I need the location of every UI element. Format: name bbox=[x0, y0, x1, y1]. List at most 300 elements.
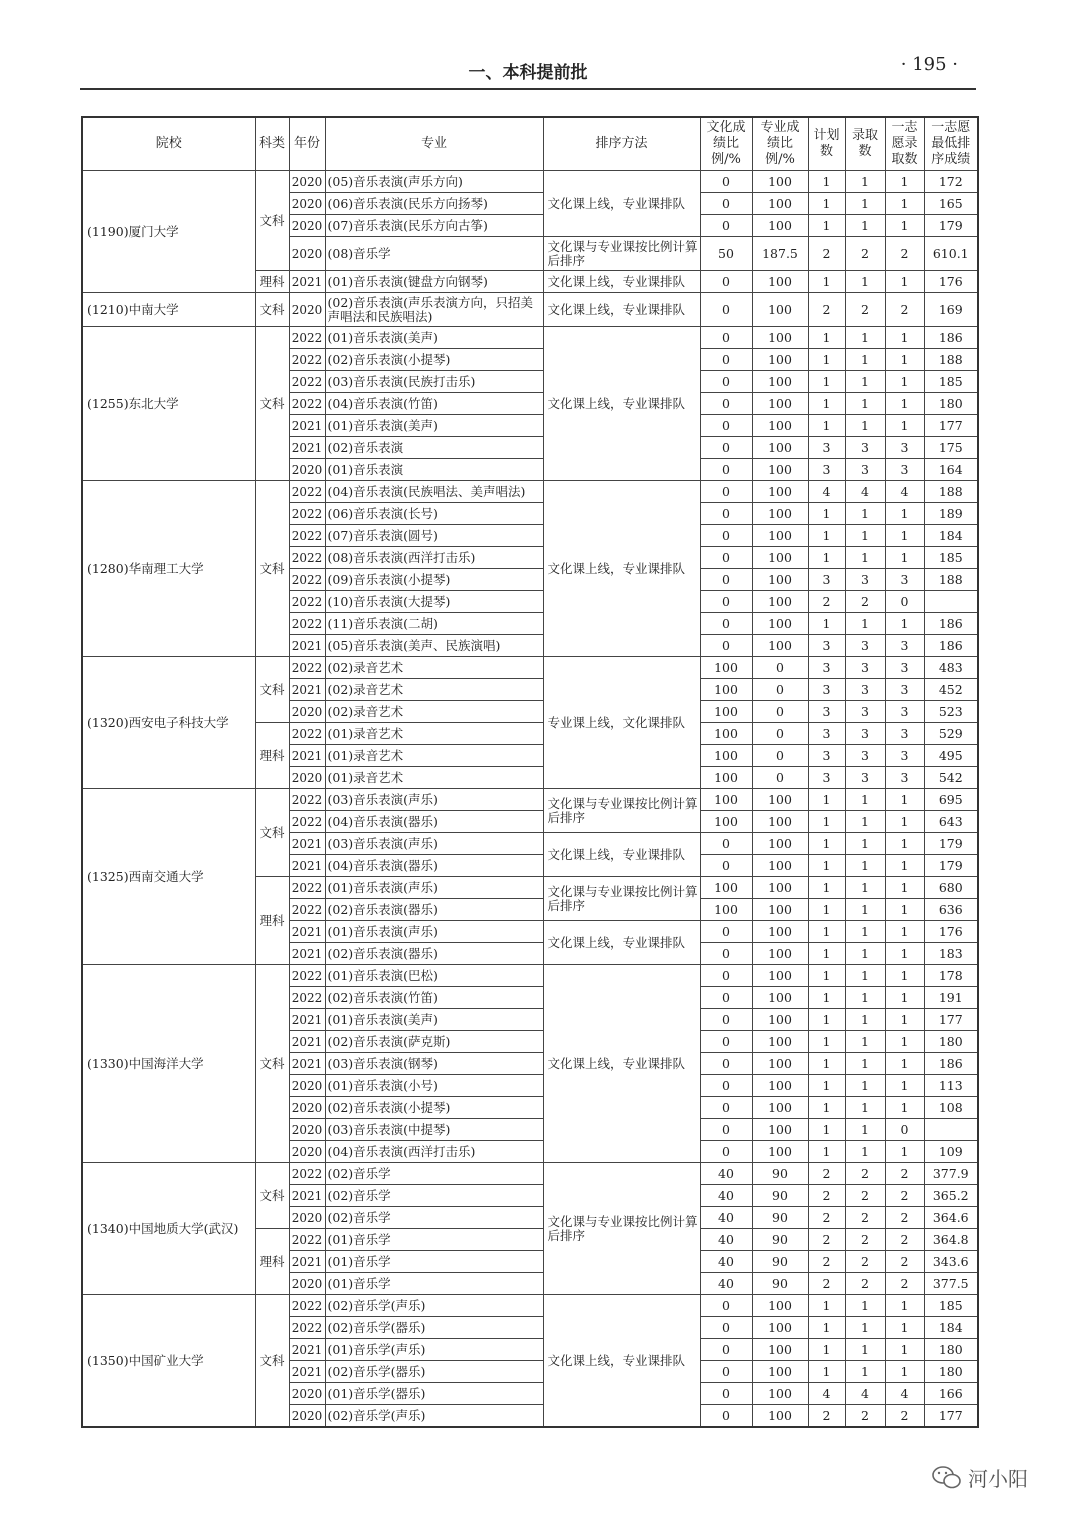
culture-ratio: 0 bbox=[700, 393, 752, 415]
culture-ratio: 0 bbox=[700, 613, 752, 635]
major: (02)音乐表演(器乐) bbox=[325, 899, 543, 921]
first-choice-min-score: 523 bbox=[924, 701, 978, 723]
year: 2021 bbox=[289, 855, 325, 877]
culture-ratio: 0 bbox=[700, 293, 752, 327]
year: 2022 bbox=[289, 591, 325, 613]
year: 2022 bbox=[289, 393, 325, 415]
major: (04)音乐表演(器乐) bbox=[325, 855, 543, 877]
major-ratio: 90 bbox=[752, 1163, 808, 1185]
major: (01)音乐学(声乐) bbox=[325, 1339, 543, 1361]
first-choice-min-score: 191 bbox=[924, 987, 978, 1009]
year: 2021 bbox=[289, 1185, 325, 1207]
plan-count: 2 bbox=[808, 591, 845, 613]
plan-count: 1 bbox=[808, 965, 845, 987]
major-ratio: 100 bbox=[752, 789, 808, 811]
major: (02)音乐表演 bbox=[325, 437, 543, 459]
first-choice-min-score: 172 bbox=[924, 171, 978, 193]
first-choice-count: 3 bbox=[885, 745, 924, 767]
major: (08)音乐表演(西洋打击乐) bbox=[325, 547, 543, 569]
major: (02)音乐学(器乐) bbox=[325, 1317, 543, 1339]
culture-ratio: 0 bbox=[700, 371, 752, 393]
first-choice-count: 3 bbox=[885, 701, 924, 723]
subject-category: 理科 bbox=[255, 877, 289, 965]
culture-ratio: 0 bbox=[700, 215, 752, 237]
year: 2021 bbox=[289, 437, 325, 459]
subject-category: 文科 bbox=[255, 965, 289, 1163]
plan-count: 1 bbox=[808, 899, 845, 921]
plan-count: 1 bbox=[808, 193, 845, 215]
table-row bbox=[82, 965, 978, 987]
major-ratio: 187.5 bbox=[752, 237, 808, 271]
major-ratio: 100 bbox=[752, 293, 808, 327]
admitted-count: 2 bbox=[845, 591, 885, 613]
admitted-count: 3 bbox=[845, 569, 885, 591]
first-choice-count: 4 bbox=[885, 481, 924, 503]
major-ratio: 100 bbox=[752, 481, 808, 503]
major: (08)音乐学 bbox=[325, 237, 543, 271]
year: 2020 bbox=[289, 1405, 325, 1428]
plan-count: 1 bbox=[808, 833, 845, 855]
first-choice-count: 2 bbox=[885, 1207, 924, 1229]
major: (03)音乐表演(中提琴) bbox=[325, 1119, 543, 1141]
major-ratio: 100 bbox=[752, 877, 808, 899]
first-choice-count: 2 bbox=[885, 1251, 924, 1273]
subject-category: 理科 bbox=[255, 1229, 289, 1295]
major: (02)音乐学(声乐) bbox=[325, 1405, 543, 1428]
major-ratio: 100 bbox=[752, 1141, 808, 1163]
admitted-count: 1 bbox=[845, 855, 885, 877]
first-choice-count: 1 bbox=[885, 393, 924, 415]
culture-ratio: 0 bbox=[700, 349, 752, 371]
school-name: (1330)中国海洋大学 bbox=[82, 965, 255, 1163]
admitted-count: 3 bbox=[845, 437, 885, 459]
column-header-culture-ratio: 文化成绩比例/% bbox=[700, 117, 752, 171]
culture-ratio: 100 bbox=[700, 657, 752, 679]
page-number: · 195 · bbox=[900, 54, 958, 75]
major-ratio: 100 bbox=[752, 393, 808, 415]
ranking-method: 专业课上线，文化课排队 bbox=[543, 657, 700, 789]
plan-count: 3 bbox=[808, 459, 845, 481]
admitted-count: 1 bbox=[845, 1317, 885, 1339]
year: 2022 bbox=[289, 789, 325, 811]
admitted-count: 1 bbox=[845, 877, 885, 899]
plan-count: 1 bbox=[808, 349, 845, 371]
year: 2020 bbox=[289, 1119, 325, 1141]
plan-count: 1 bbox=[808, 1009, 845, 1031]
major-ratio: 100 bbox=[752, 1317, 808, 1339]
plan-count: 1 bbox=[808, 789, 845, 811]
culture-ratio: 0 bbox=[700, 591, 752, 613]
first-choice-count: 1 bbox=[885, 1053, 924, 1075]
year: 2022 bbox=[289, 547, 325, 569]
plan-count: 2 bbox=[808, 1207, 845, 1229]
culture-ratio: 100 bbox=[700, 745, 752, 767]
year: 2022 bbox=[289, 899, 325, 921]
culture-ratio: 100 bbox=[700, 723, 752, 745]
major-ratio: 100 bbox=[752, 415, 808, 437]
first-choice-count: 2 bbox=[885, 237, 924, 271]
plan-count: 3 bbox=[808, 745, 845, 767]
subject-category: 理科 bbox=[255, 271, 289, 293]
year: 2020 bbox=[289, 171, 325, 193]
first-choice-min-score: 180 bbox=[924, 1031, 978, 1053]
year: 2022 bbox=[289, 569, 325, 591]
first-choice-count: 1 bbox=[885, 349, 924, 371]
year: 2021 bbox=[289, 1251, 325, 1273]
admitted-count: 2 bbox=[845, 237, 885, 271]
major-ratio: 100 bbox=[752, 833, 808, 855]
culture-ratio: 100 bbox=[700, 899, 752, 921]
major: (01)录音艺术 bbox=[325, 723, 543, 745]
plan-count: 1 bbox=[808, 415, 845, 437]
culture-ratio: 40 bbox=[700, 1251, 752, 1273]
plan-count: 1 bbox=[808, 855, 845, 877]
first-choice-count: 2 bbox=[885, 1229, 924, 1251]
brand-name: 河小阳 bbox=[968, 1467, 1028, 1491]
first-choice-count: 1 bbox=[885, 789, 924, 811]
first-choice-min-score: 183 bbox=[924, 943, 978, 965]
first-choice-min-score: 166 bbox=[924, 1383, 978, 1405]
wechat-icon bbox=[932, 1465, 962, 1491]
major: (02)音乐学(声乐) bbox=[325, 1295, 543, 1317]
first-choice-count: 1 bbox=[885, 503, 924, 525]
major-ratio: 100 bbox=[752, 921, 808, 943]
major: (01)音乐表演(美声) bbox=[325, 327, 543, 349]
admitted-count: 1 bbox=[845, 525, 885, 547]
major: (02)音乐学 bbox=[325, 1163, 543, 1185]
major: (02)音乐表演(萨克斯) bbox=[325, 1031, 543, 1053]
admitted-count: 3 bbox=[845, 635, 885, 657]
culture-ratio: 40 bbox=[700, 1207, 752, 1229]
year: 2022 bbox=[289, 503, 325, 525]
ranking-method: 文化课上线，专业课排队 bbox=[543, 965, 700, 1163]
school-name: (1350)中国矿业大学 bbox=[82, 1295, 255, 1428]
school-name: (1280)华南理工大学 bbox=[82, 481, 255, 657]
first-choice-count: 3 bbox=[885, 437, 924, 459]
first-choice-count: 1 bbox=[885, 811, 924, 833]
culture-ratio: 100 bbox=[700, 789, 752, 811]
first-choice-count: 1 bbox=[885, 1361, 924, 1383]
major: (02)音乐表演(小提琴) bbox=[325, 1097, 543, 1119]
column-header-plan: 计划数 bbox=[808, 117, 845, 171]
culture-ratio: 0 bbox=[700, 1075, 752, 1097]
year: 2021 bbox=[289, 679, 325, 701]
culture-ratio: 0 bbox=[700, 1317, 752, 1339]
major: (01)音乐表演(美声) bbox=[325, 415, 543, 437]
major-ratio: 100 bbox=[752, 1075, 808, 1097]
subject-category: 文科 bbox=[255, 327, 289, 481]
subject-category: 文科 bbox=[255, 789, 289, 877]
first-choice-count: 2 bbox=[885, 293, 924, 327]
major-ratio: 100 bbox=[752, 1119, 808, 1141]
culture-ratio: 0 bbox=[700, 1295, 752, 1317]
first-choice-count: 2 bbox=[885, 1273, 924, 1295]
major-ratio: 100 bbox=[752, 943, 808, 965]
major-ratio: 0 bbox=[752, 745, 808, 767]
first-choice-count: 3 bbox=[885, 635, 924, 657]
culture-ratio: 0 bbox=[700, 965, 752, 987]
culture-ratio: 0 bbox=[700, 271, 752, 293]
ranking-method: 文化课上线，专业课排队 bbox=[543, 1295, 700, 1428]
first-choice-count: 2 bbox=[885, 1163, 924, 1185]
first-choice-min-score: 186 bbox=[924, 613, 978, 635]
major-ratio: 100 bbox=[752, 327, 808, 349]
major: (03)音乐表演(声乐) bbox=[325, 789, 543, 811]
first-choice-count: 3 bbox=[885, 569, 924, 591]
school-name: (1340)中国地质大学(武汉) bbox=[82, 1163, 255, 1295]
major-ratio: 100 bbox=[752, 1053, 808, 1075]
major: (02)音乐学(器乐) bbox=[325, 1361, 543, 1383]
header-row bbox=[82, 117, 978, 171]
first-choice-count: 1 bbox=[885, 271, 924, 293]
column-header-first-choice-admitted: 一志愿录取数 bbox=[885, 117, 924, 171]
major-ratio: 0 bbox=[752, 657, 808, 679]
major: (07)音乐表演(圆号) bbox=[325, 525, 543, 547]
first-choice-count: 1 bbox=[885, 415, 924, 437]
subject-category: 文科 bbox=[255, 1163, 289, 1229]
major: (02)音乐学 bbox=[325, 1185, 543, 1207]
plan-count: 1 bbox=[808, 613, 845, 635]
major: (01)音乐表演(巴松) bbox=[325, 965, 543, 987]
major: (09)音乐表演(小提琴) bbox=[325, 569, 543, 591]
year: 2022 bbox=[289, 1163, 325, 1185]
first-choice-count: 1 bbox=[885, 943, 924, 965]
major-ratio: 100 bbox=[752, 613, 808, 635]
ranking-method: 文化课与专业课按比例计算后排序 bbox=[543, 789, 700, 833]
plan-count: 1 bbox=[808, 1097, 845, 1119]
major-ratio: 0 bbox=[752, 767, 808, 789]
admitted-count: 1 bbox=[845, 1031, 885, 1053]
ranking-method: 文化课上线，专业课排队 bbox=[543, 271, 700, 293]
first-choice-min-score bbox=[924, 591, 978, 613]
plan-count: 3 bbox=[808, 635, 845, 657]
admitted-count: 1 bbox=[845, 271, 885, 293]
major: (03)音乐表演(钢琴) bbox=[325, 1053, 543, 1075]
brand-watermark bbox=[932, 1463, 1028, 1492]
culture-ratio: 100 bbox=[700, 877, 752, 899]
plan-count: 2 bbox=[808, 1251, 845, 1273]
first-choice-min-score: 188 bbox=[924, 481, 978, 503]
first-choice-min-score: 176 bbox=[924, 921, 978, 943]
plan-count: 1 bbox=[808, 547, 845, 569]
plan-count: 3 bbox=[808, 437, 845, 459]
culture-ratio: 40 bbox=[700, 1185, 752, 1207]
admitted-count: 1 bbox=[845, 1097, 885, 1119]
major: (01)音乐表演 bbox=[325, 459, 543, 481]
major-ratio: 100 bbox=[752, 171, 808, 193]
major-ratio: 100 bbox=[752, 1405, 808, 1428]
culture-ratio: 0 bbox=[700, 415, 752, 437]
admitted-count: 1 bbox=[845, 943, 885, 965]
first-choice-min-score: 177 bbox=[924, 1405, 978, 1428]
year: 2022 bbox=[289, 877, 325, 899]
major: (02)音乐学 bbox=[325, 1207, 543, 1229]
major: (01)音乐表演(小号) bbox=[325, 1075, 543, 1097]
admitted-count: 1 bbox=[845, 1141, 885, 1163]
first-choice-min-score: 452 bbox=[924, 679, 978, 701]
plan-count: 1 bbox=[808, 171, 845, 193]
admitted-count: 3 bbox=[845, 459, 885, 481]
first-choice-min-score: 643 bbox=[924, 811, 978, 833]
culture-ratio: 0 bbox=[700, 1031, 752, 1053]
first-choice-count: 1 bbox=[885, 327, 924, 349]
ranking-method: 文化课上线，专业课排队 bbox=[543, 921, 700, 965]
major: (04)音乐表演(西洋打击乐) bbox=[325, 1141, 543, 1163]
year: 2021 bbox=[289, 1053, 325, 1075]
major: (01)音乐学 bbox=[325, 1273, 543, 1295]
major-ratio: 100 bbox=[752, 1097, 808, 1119]
culture-ratio: 100 bbox=[700, 811, 752, 833]
year: 2021 bbox=[289, 1339, 325, 1361]
first-choice-count: 0 bbox=[885, 1119, 924, 1141]
admitted-count: 2 bbox=[845, 1273, 885, 1295]
table-row bbox=[82, 789, 978, 811]
first-choice-min-score: 165 bbox=[924, 193, 978, 215]
table-row bbox=[82, 327, 978, 349]
first-choice-count: 1 bbox=[885, 1097, 924, 1119]
first-choice-count: 1 bbox=[885, 525, 924, 547]
major: (01)音乐学(器乐) bbox=[325, 1383, 543, 1405]
culture-ratio: 0 bbox=[700, 921, 752, 943]
column-header-school: 院校 bbox=[82, 117, 255, 171]
first-choice-min-score: 169 bbox=[924, 293, 978, 327]
admitted-count: 3 bbox=[845, 723, 885, 745]
culture-ratio: 40 bbox=[700, 1163, 752, 1185]
major-ratio: 100 bbox=[752, 1295, 808, 1317]
major: (03)音乐表演(声乐) bbox=[325, 833, 543, 855]
major: (01)音乐学 bbox=[325, 1251, 543, 1273]
admitted-count: 1 bbox=[845, 1339, 885, 1361]
first-choice-min-score: 179 bbox=[924, 855, 978, 877]
major: (05)音乐表演(声乐方向) bbox=[325, 171, 543, 193]
culture-ratio: 0 bbox=[700, 503, 752, 525]
admitted-count: 3 bbox=[845, 701, 885, 723]
first-choice-min-score: 179 bbox=[924, 833, 978, 855]
first-choice-min-score: 343.6 bbox=[924, 1251, 978, 1273]
major: (04)音乐表演(器乐) bbox=[325, 811, 543, 833]
first-choice-min-score: 636 bbox=[924, 899, 978, 921]
ranking-method: 文化课与专业课按比例计算后排序 bbox=[543, 237, 700, 271]
admitted-count: 1 bbox=[845, 215, 885, 237]
ranking-method: 文化课上线，专业课排队 bbox=[543, 293, 700, 327]
first-choice-count: 1 bbox=[885, 877, 924, 899]
plan-count: 1 bbox=[808, 525, 845, 547]
admitted-count: 1 bbox=[845, 1075, 885, 1097]
admitted-count: 2 bbox=[845, 293, 885, 327]
first-choice-min-score: 113 bbox=[924, 1075, 978, 1097]
first-choice-count: 1 bbox=[885, 547, 924, 569]
plan-count: 2 bbox=[808, 1405, 845, 1428]
plan-count: 1 bbox=[808, 1075, 845, 1097]
major: (01)音乐表演(键盘方向钢琴) bbox=[325, 271, 543, 293]
first-choice-count: 1 bbox=[885, 1075, 924, 1097]
plan-count: 3 bbox=[808, 679, 845, 701]
plan-count: 1 bbox=[808, 1295, 845, 1317]
first-choice-count: 1 bbox=[885, 613, 924, 635]
admitted-count: 1 bbox=[845, 415, 885, 437]
year: 2020 bbox=[289, 215, 325, 237]
admitted-count: 1 bbox=[845, 1361, 885, 1383]
first-choice-min-score: 185 bbox=[924, 1295, 978, 1317]
first-choice-count: 1 bbox=[885, 1317, 924, 1339]
plan-count: 2 bbox=[808, 1185, 845, 1207]
major-ratio: 100 bbox=[752, 215, 808, 237]
ranking-method: 文化课上线，专业课排队 bbox=[543, 481, 700, 657]
major: (05)音乐表演(美声、民族演唱) bbox=[325, 635, 543, 657]
plan-count: 2 bbox=[808, 293, 845, 327]
plan-count: 1 bbox=[808, 371, 845, 393]
year: 2021 bbox=[289, 1031, 325, 1053]
ranking-method: 文化课上线，专业课排队 bbox=[543, 171, 700, 237]
plan-count: 4 bbox=[808, 1383, 845, 1405]
plan-count: 1 bbox=[808, 215, 845, 237]
first-choice-count: 0 bbox=[885, 591, 924, 613]
year: 2022 bbox=[289, 481, 325, 503]
first-choice-min-score: 180 bbox=[924, 1361, 978, 1383]
section-title: 一、本科提前批 bbox=[468, 63, 588, 83]
first-choice-min-score: 184 bbox=[924, 1317, 978, 1339]
first-choice-count: 1 bbox=[885, 965, 924, 987]
major-ratio: 100 bbox=[752, 1383, 808, 1405]
first-choice-count: 1 bbox=[885, 921, 924, 943]
major-ratio: 100 bbox=[752, 503, 808, 525]
first-choice-count: 2 bbox=[885, 1185, 924, 1207]
column-header-major-ratio: 专业成绩比例/% bbox=[752, 117, 808, 171]
year: 2020 bbox=[289, 1207, 325, 1229]
major-ratio: 100 bbox=[752, 1361, 808, 1383]
major: (02)音乐表演(竹笛) bbox=[325, 987, 543, 1009]
subject-category: 文科 bbox=[255, 657, 289, 723]
table-row bbox=[82, 481, 978, 503]
plan-count: 3 bbox=[808, 723, 845, 745]
major: (06)音乐表演(民乐方向扬琴) bbox=[325, 193, 543, 215]
major-ratio: 100 bbox=[752, 811, 808, 833]
first-choice-count: 1 bbox=[885, 1031, 924, 1053]
year: 2022 bbox=[289, 525, 325, 547]
first-choice-min-score: 365.2 bbox=[924, 1185, 978, 1207]
first-choice-min-score: 364.6 bbox=[924, 1207, 978, 1229]
major: (01)音乐表演(声乐) bbox=[325, 877, 543, 899]
first-choice-count: 1 bbox=[885, 1295, 924, 1317]
first-choice-min-score: 177 bbox=[924, 1009, 978, 1031]
table-row bbox=[82, 1163, 978, 1185]
culture-ratio: 0 bbox=[700, 525, 752, 547]
culture-ratio: 0 bbox=[700, 833, 752, 855]
first-choice-count: 1 bbox=[885, 193, 924, 215]
major: (06)音乐表演(长号) bbox=[325, 503, 543, 525]
first-choice-min-score: 109 bbox=[924, 1141, 978, 1163]
plan-count: 1 bbox=[808, 1339, 845, 1361]
admitted-count: 1 bbox=[845, 987, 885, 1009]
admitted-count: 1 bbox=[845, 393, 885, 415]
first-choice-min-score: 175 bbox=[924, 437, 978, 459]
column-header-method: 排序方法 bbox=[543, 117, 700, 171]
major-ratio: 90 bbox=[752, 1185, 808, 1207]
plan-count: 1 bbox=[808, 393, 845, 415]
ranking-method: 文化课上线，专业课排队 bbox=[543, 327, 700, 481]
subject-category: 文科 bbox=[255, 1295, 289, 1428]
culture-ratio: 0 bbox=[700, 1119, 752, 1141]
admitted-count: 1 bbox=[845, 789, 885, 811]
major-ratio: 100 bbox=[752, 459, 808, 481]
admitted-count: 1 bbox=[845, 811, 885, 833]
major-ratio: 0 bbox=[752, 701, 808, 723]
year: 2021 bbox=[289, 921, 325, 943]
major-ratio: 100 bbox=[752, 987, 808, 1009]
plan-count: 1 bbox=[808, 1119, 845, 1141]
culture-ratio: 0 bbox=[700, 327, 752, 349]
major-ratio: 100 bbox=[752, 635, 808, 657]
